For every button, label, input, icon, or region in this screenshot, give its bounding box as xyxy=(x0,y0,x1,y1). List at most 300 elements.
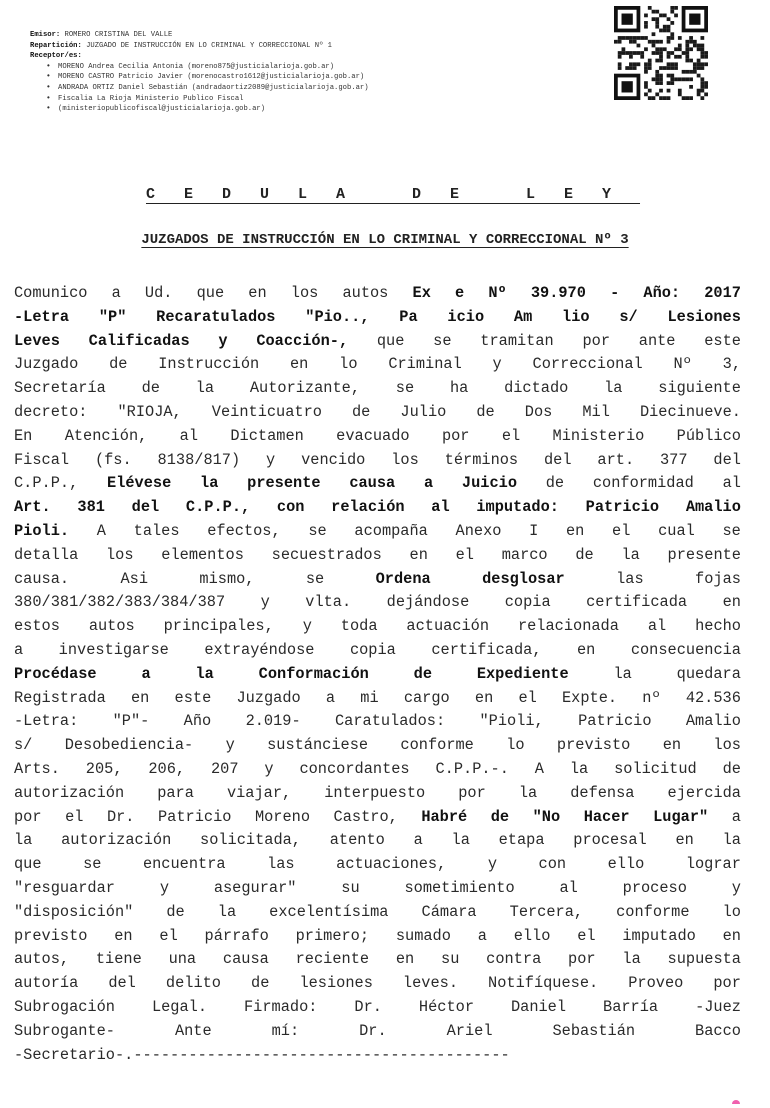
body-word: previsto xyxy=(14,926,88,945)
body-line xyxy=(14,853,741,877)
body-word: se xyxy=(308,521,327,540)
body-word: y xyxy=(225,736,235,755)
body-word: Firmado: xyxy=(244,997,318,1016)
body-word: 207 xyxy=(210,759,239,778)
body-line xyxy=(14,663,741,687)
body-word: 39.970 xyxy=(530,284,586,302)
emisor-value: ROMERO CRISTINA DEL VALLE xyxy=(64,31,173,39)
reparticion-value: JUZGADO DE INSTRUCCIÓN EN LO CRIMINAL Y CORRECCIONAL Nº 1 xyxy=(86,41,332,50)
body-word: I xyxy=(529,521,539,540)
body-word: y xyxy=(159,878,169,897)
body-word: en xyxy=(675,831,694,850)
body-word: de xyxy=(352,402,371,421)
body-word: Julio xyxy=(400,402,447,421)
body-word: En xyxy=(14,426,33,445)
body-word: conforme xyxy=(400,736,474,755)
body-word: vlta. xyxy=(305,593,352,612)
body-word: Amalio xyxy=(685,712,741,731)
body-line xyxy=(14,972,741,996)
body-word: Juicio xyxy=(461,474,517,493)
reparticion-label: Repartición: xyxy=(30,41,82,50)
body-word: por xyxy=(441,426,470,445)
body-word: hecho xyxy=(695,617,741,636)
body-word: su xyxy=(341,878,360,897)
body-word: actuaciones, xyxy=(336,855,447,874)
body-word: causa xyxy=(349,474,396,493)
body-word: por xyxy=(713,974,741,993)
body-line xyxy=(14,544,741,568)
body-word: Subrogante- xyxy=(14,1021,115,1040)
body-word: procesal xyxy=(573,831,647,850)
body-line xyxy=(14,330,741,354)
body-word: "P"- xyxy=(112,712,150,731)
body-line xyxy=(14,925,741,949)
body-word: Atención, xyxy=(64,426,148,445)
body-word: consecuencia xyxy=(630,640,741,659)
body-word: 205, xyxy=(85,759,123,778)
body-word: en xyxy=(130,688,150,707)
body-word: a xyxy=(141,664,151,683)
body-word: actuación xyxy=(406,617,490,636)
body-word: quedara xyxy=(676,664,741,683)
body-line xyxy=(14,615,741,639)
body-word: sumado xyxy=(395,926,451,945)
body-word: tramitan xyxy=(480,331,554,350)
body-word: de xyxy=(251,974,270,993)
body-word: autos xyxy=(342,284,389,302)
body-line xyxy=(14,282,741,306)
body-word: conformidad xyxy=(592,474,694,493)
body-word: Anexo xyxy=(455,521,502,540)
body-word: el xyxy=(65,807,84,826)
body-word: s/ xyxy=(14,736,33,755)
corner-mark xyxy=(732,1100,740,1104)
body-word: Correccional xyxy=(532,355,643,374)
body-word: Público xyxy=(676,426,741,445)
receptor-item-continued: • (ministeriopublicofiscal@justicialarioja.gob.ar) xyxy=(58,104,590,115)
body-line xyxy=(14,472,741,496)
body-line xyxy=(14,1020,741,1044)
body-word: lo xyxy=(722,902,741,921)
body-word: defensa xyxy=(570,783,635,802)
body-line xyxy=(14,401,741,425)
body-word: mi xyxy=(360,688,379,707)
body-word: a xyxy=(111,284,121,302)
body-word: detalla xyxy=(14,545,79,564)
document-subtitle: JUZGADOS DE INSTRUCCIÓN EN LO CRIMINAL Y CORRECCIONAL Nº 3 xyxy=(141,232,629,248)
body-line xyxy=(14,710,741,734)
body-word: certificada xyxy=(586,593,688,612)
body-word: de xyxy=(413,664,432,683)
body-word: a xyxy=(423,474,434,493)
body-word: supuesta xyxy=(667,950,741,969)
body-word: Mil xyxy=(582,402,610,421)
body-word: Ud. xyxy=(144,284,173,302)
body-word: Amalio xyxy=(685,498,741,517)
body-word: Nº xyxy=(673,355,692,374)
body-word: "No xyxy=(532,807,561,826)
body-word: se xyxy=(395,379,415,398)
body-word: este xyxy=(174,688,212,707)
body-word: 380/381/382/383/384/387 xyxy=(14,593,226,612)
body-word: la xyxy=(722,831,741,850)
body-word: "resguardar xyxy=(14,878,115,897)
receptores-list xyxy=(30,62,590,115)
body-word: "disposición" xyxy=(14,902,134,921)
body-word: autos xyxy=(88,617,135,636)
body-word: en xyxy=(722,926,741,945)
body-word: Cámara xyxy=(421,902,477,921)
reparticion-line xyxy=(30,41,590,52)
body-word: los xyxy=(290,284,319,302)
body-word: etapa xyxy=(498,831,545,850)
body-word: copia xyxy=(504,593,551,612)
body-word: autorización xyxy=(14,783,125,802)
body-word: Arts. xyxy=(14,759,60,778)
body-word: Castro, xyxy=(333,807,398,826)
body-word: ello xyxy=(513,926,551,945)
body-line xyxy=(14,806,741,830)
body-word: Diecinueve. xyxy=(639,402,741,421)
body-word: contra xyxy=(486,950,542,969)
body-word: Desobediencia- xyxy=(64,736,194,755)
body-word: el xyxy=(577,926,596,945)
body-line xyxy=(14,568,741,592)
body-word: de xyxy=(545,474,565,493)
body-word: siguiente xyxy=(658,379,741,398)
body-word: art. xyxy=(597,450,635,469)
body-word: autoría xyxy=(14,974,79,993)
body-word: que xyxy=(376,331,405,350)
body-word: ejercida xyxy=(667,783,741,802)
body-word: Notifíquese. xyxy=(488,974,599,993)
body-word: en xyxy=(474,688,494,707)
body-word: y xyxy=(218,331,228,350)
body-line xyxy=(14,829,741,853)
body-word: Comunico xyxy=(14,284,88,302)
body-word: "Pio.., xyxy=(305,307,370,326)
body-word: A xyxy=(534,759,544,778)
body-word: principales, xyxy=(163,617,274,636)
body-word: marco xyxy=(501,545,548,564)
body-word: por xyxy=(458,783,486,802)
body-word: reciente xyxy=(295,950,370,969)
body-word: de xyxy=(476,402,495,421)
body-word: al xyxy=(722,474,741,493)
body-word: en xyxy=(290,355,309,374)
body-word: con xyxy=(276,498,305,517)
body-word: la xyxy=(622,950,641,969)
body-word: 42.536 xyxy=(685,688,741,707)
body-word: presente xyxy=(667,545,741,564)
body-word: al xyxy=(647,617,667,636)
body-word: Coacción-, xyxy=(256,331,349,350)
body-word: en xyxy=(248,284,267,302)
body-line xyxy=(14,758,741,782)
body-word: lograr xyxy=(685,855,741,874)
body-word: icio xyxy=(447,307,485,326)
body-word: primero; xyxy=(295,926,370,945)
body-word: en xyxy=(722,593,741,612)
body-word: relacionada xyxy=(517,617,619,636)
body-word: al xyxy=(179,426,199,445)
body-word: el xyxy=(518,688,537,707)
body-word: Criminal xyxy=(388,355,462,374)
body-word: vencido xyxy=(301,450,366,469)
body-word: al xyxy=(559,878,578,897)
body-word: con xyxy=(538,855,567,874)
body-word: elementos xyxy=(161,545,244,564)
body-word: Año: xyxy=(643,284,681,302)
body-word: Ariel xyxy=(446,1021,493,1040)
body-word: la xyxy=(14,831,33,850)
body-word: relación xyxy=(331,498,405,517)
body-word: interpuesto xyxy=(324,783,426,802)
body-word: de xyxy=(575,545,594,564)
body-word: este xyxy=(704,331,741,350)
body-word: la xyxy=(604,379,623,398)
body-word: "Pioli, xyxy=(479,712,544,731)
body-word: dictado xyxy=(504,379,569,398)
body-word: Tercera, xyxy=(509,902,584,921)
body-text: -Secretario-.----------------------------------------- xyxy=(14,1045,510,1064)
body-word: Ex xyxy=(412,284,431,302)
body-word: Nº xyxy=(488,284,507,302)
body-word: por xyxy=(14,807,42,826)
body-word: viajar, xyxy=(226,783,292,802)
receptor-item: • MORENO CASTRO Patricio Javier (morenocastro1612@justicialarioja.gob.ar) xyxy=(58,72,590,83)
body-word: 2017 xyxy=(704,284,741,302)
body-word: toda xyxy=(340,617,378,636)
body-word: Bacco xyxy=(695,1021,741,1040)
body-word: solicitada, xyxy=(200,831,301,850)
body-word: los xyxy=(391,450,419,469)
body-word: Am xyxy=(513,307,533,326)
body-word: Expediente xyxy=(476,664,569,683)
receptor-item: • ANDRADA ORTIZ Daniel Sebastián (andradaortiz2089@justicialarioja.gob.ar) xyxy=(58,83,590,94)
body-word: de xyxy=(722,759,741,778)
body-word: Ante xyxy=(174,1021,212,1040)
body-word: mismo, xyxy=(199,569,255,588)
body-word: 8138/817) xyxy=(157,450,241,469)
body-word: y xyxy=(731,878,741,897)
body-word: y xyxy=(492,355,502,374)
body-word: Elévese xyxy=(107,474,172,493)
body-word: Dr. xyxy=(359,1021,387,1040)
body-word: conforme xyxy=(616,902,690,921)
body-word: Procédase xyxy=(14,664,97,683)
body-word: Ministerio xyxy=(552,426,645,445)
body-word: Héctor xyxy=(418,997,474,1016)
body-word: una xyxy=(168,950,197,969)
body-word: sustánciese xyxy=(267,736,369,755)
body-word: Legal. xyxy=(151,997,208,1016)
body-word: Expte. xyxy=(562,688,618,707)
body-word: "RIOJA, xyxy=(117,402,182,421)
body-word: en xyxy=(114,926,133,945)
body-word: y xyxy=(264,759,274,778)
receptor-item: • MORENO Andrea Cecilia Antonia (moreno875@justicialarioja.gob.ar) xyxy=(58,62,590,73)
body-word: Lesiones xyxy=(667,307,741,326)
body-word: fojas xyxy=(695,569,741,588)
body-word: la xyxy=(451,831,470,850)
body-word: "P" xyxy=(98,307,127,326)
body-word: del xyxy=(131,498,160,517)
body-word: 377 xyxy=(660,450,688,469)
body-word: el xyxy=(612,521,631,540)
body-word: Secretaría xyxy=(14,379,106,398)
body-word: se xyxy=(722,521,741,540)
body-word: Patricio xyxy=(585,498,660,517)
body-line xyxy=(14,639,741,663)
receptores-label: Receptor/es: xyxy=(30,52,82,61)
body-word: previsto xyxy=(556,736,631,755)
body-word: y xyxy=(302,617,312,636)
receptores-line xyxy=(30,51,590,62)
body-word: a xyxy=(325,688,336,707)
body-word: el xyxy=(501,426,521,445)
body-word: a xyxy=(731,807,741,826)
body-word: lesiones xyxy=(299,974,373,993)
body-word: Pioli. xyxy=(14,521,70,540)
body-word: Caratulados: xyxy=(334,712,446,731)
body-word: Dr. xyxy=(354,997,382,1016)
body-word: ello xyxy=(607,855,645,874)
body-word: delito xyxy=(165,974,221,993)
body-word: que xyxy=(196,284,225,302)
body-word: y xyxy=(260,593,270,612)
body-word: a xyxy=(14,640,24,659)
body-word: e xyxy=(455,284,465,302)
body-word: se xyxy=(83,855,102,874)
body-word: autos, xyxy=(14,950,70,969)
body-word: en xyxy=(662,736,682,755)
body-word: Lugar" xyxy=(653,807,709,826)
body-word: al xyxy=(431,498,450,517)
document-title: CEDULA DE LEY xyxy=(145,186,641,203)
body-word: lo xyxy=(506,736,525,755)
body-word: encuentra xyxy=(142,855,226,874)
body-word: de xyxy=(490,807,510,826)
body-word: las xyxy=(267,855,295,874)
body-word: Sebastián xyxy=(552,1021,636,1040)
body-line xyxy=(14,996,741,1020)
body-word: causa. xyxy=(14,569,70,588)
body-word: C.P.P.-. xyxy=(435,759,509,778)
emisor-line xyxy=(30,30,590,41)
body-word: y xyxy=(487,855,497,874)
body-line xyxy=(14,353,741,377)
body-line xyxy=(14,1044,741,1068)
body-word: presente xyxy=(247,474,321,493)
body-word: a xyxy=(477,926,487,945)
body-word: extrayéndose xyxy=(204,640,315,659)
body-word: Daniel xyxy=(510,997,567,1016)
body-word: la xyxy=(200,474,219,493)
body-word: efectos, xyxy=(207,521,281,540)
body-word: solicitud xyxy=(614,759,697,778)
body-word: -Juez xyxy=(695,997,741,1016)
body-word: estos xyxy=(14,617,60,636)
body-line xyxy=(14,948,741,972)
body-word: a xyxy=(413,831,423,850)
body-word: investigarse xyxy=(58,640,169,659)
body-word: Dr. xyxy=(106,807,135,826)
body-word: desglosar xyxy=(482,569,565,588)
body-word: que xyxy=(14,855,42,874)
body-word: Autorizante, xyxy=(249,379,361,398)
body-word: en xyxy=(576,640,596,659)
body-line xyxy=(14,877,741,901)
body-word: para xyxy=(157,783,194,802)
qr-code-icon xyxy=(614,6,708,100)
body-line xyxy=(14,520,741,544)
body-word: la xyxy=(613,664,632,683)
body-line xyxy=(14,901,741,925)
body-word: su xyxy=(441,950,460,969)
body-word: de xyxy=(166,902,185,921)
body-line xyxy=(14,425,741,449)
body-line xyxy=(14,496,741,520)
body-line xyxy=(14,306,741,330)
body-line xyxy=(14,449,741,473)
body-word: Barría xyxy=(603,997,659,1016)
body-word: imputado xyxy=(622,926,696,945)
body-word: Ordena xyxy=(375,569,431,588)
body-word: Dos xyxy=(524,402,553,421)
body-word: el xyxy=(159,926,178,945)
body-line xyxy=(14,377,741,401)
body-word: se xyxy=(433,331,452,350)
body-word: decreto: xyxy=(14,402,88,421)
body-word: Proveo xyxy=(628,974,684,993)
body-word: mí: xyxy=(271,1021,300,1040)
body-word: Subrogación xyxy=(14,997,115,1016)
body-word: Habré xyxy=(421,807,468,826)
document-body xyxy=(14,282,741,1067)
body-word: Registrada xyxy=(14,688,106,707)
body-word: leves. xyxy=(402,974,458,993)
body-word: la xyxy=(195,664,214,683)
body-word: por xyxy=(582,331,611,350)
body-line xyxy=(14,782,741,806)
document-header xyxy=(30,30,590,115)
body-word: Patricio xyxy=(578,712,652,731)
body-word: proceso xyxy=(622,878,687,897)
body-word: la xyxy=(195,379,215,398)
body-word: acompaña xyxy=(354,521,428,540)
body-word: -Letra xyxy=(14,307,70,326)
body-word: Juzgado xyxy=(14,355,79,374)
body-word: -Letra: xyxy=(14,712,79,731)
body-word: atento xyxy=(329,831,385,850)
body-word: causa xyxy=(222,950,269,969)
body-word: términos xyxy=(444,450,519,469)
body-word: del xyxy=(713,450,741,469)
body-word: y xyxy=(266,450,276,469)
body-word: excelentísima xyxy=(269,902,389,921)
body-word: la xyxy=(217,902,237,921)
body-word: imputado: xyxy=(476,498,559,517)
body-word: Leves xyxy=(14,331,60,350)
body-word: 2.019- xyxy=(245,712,301,731)
body-word: de xyxy=(109,355,128,374)
body-word: Calificadas xyxy=(88,331,190,350)
body-word: Conformación xyxy=(258,664,369,683)
body-word: tiene xyxy=(95,950,142,969)
body-word: 381 xyxy=(77,498,105,517)
body-word: cual xyxy=(658,521,695,540)
